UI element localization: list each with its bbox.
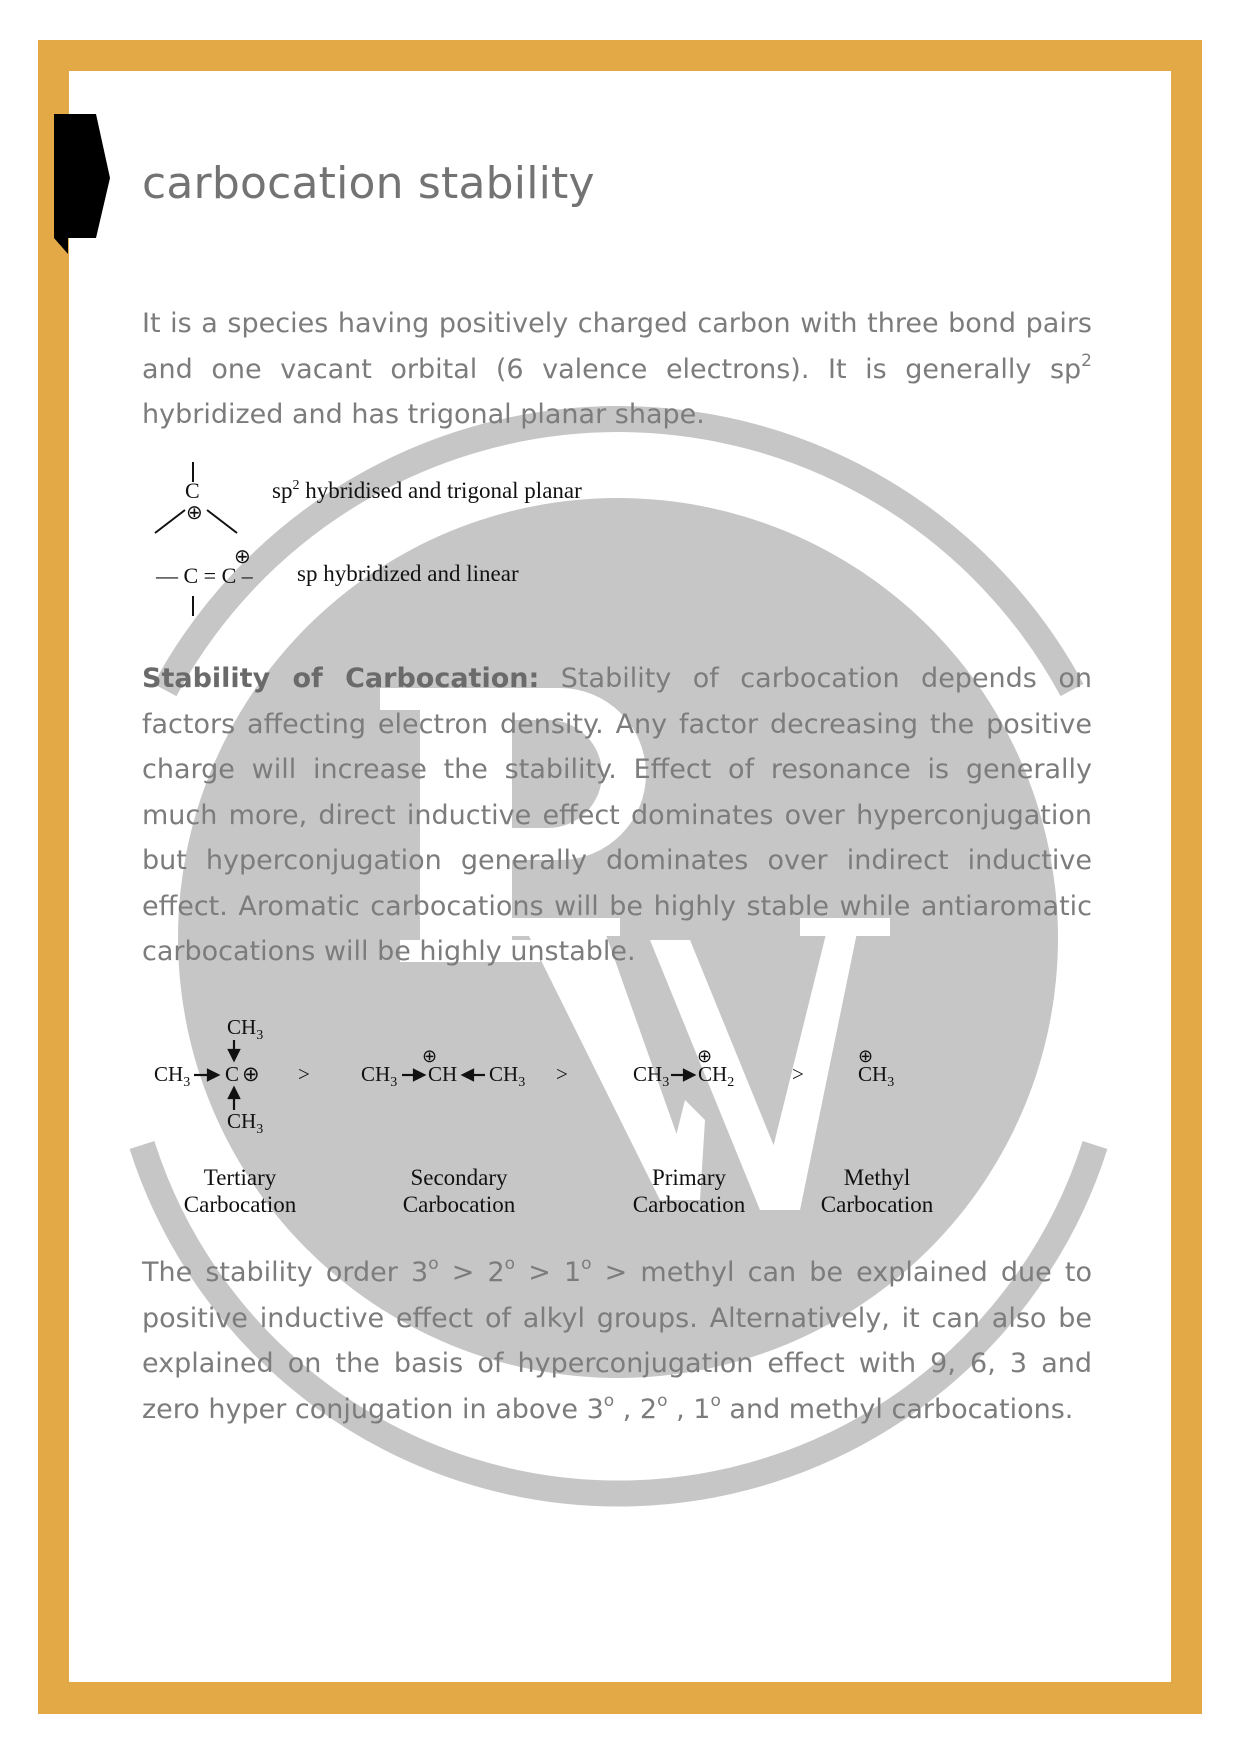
secondary-charge: ⊕ xyxy=(422,1046,438,1066)
sp-charge: ⊕ xyxy=(234,546,251,568)
tertiary-top-group: $CH_3$ xyxy=(227,1015,264,1043)
sp2-charge: ⊕ xyxy=(186,502,203,524)
degree-mark: o xyxy=(428,1254,439,1274)
stability-lead: Stability of Carbocation: xyxy=(142,663,540,694)
tertiary-bottom-group: $CH_3$ xyxy=(227,1109,264,1137)
degree-mark: o xyxy=(710,1390,721,1411)
degree-mark: o xyxy=(581,1254,592,1274)
primary-caption-line1: Primary xyxy=(651,1165,727,1190)
methyl-caption xyxy=(802,1164,952,1218)
methyl-charge: ⊕ xyxy=(858,1046,874,1066)
secondary-left-group: $CH_3$ xyxy=(361,1062,398,1090)
conclusion-text-7: and methyl carbocations. xyxy=(720,1393,1074,1425)
tertiary-caption-line2: Carbocation xyxy=(183,1192,297,1217)
gt-symbol-2: > xyxy=(556,1062,568,1086)
primary-left-group: $CH_3$ xyxy=(633,1062,670,1090)
sp-formula: — C = C – xyxy=(156,563,253,588)
degree-mark: o xyxy=(504,1254,516,1274)
intro-text-end: hybridized and has trigonal planar shape. xyxy=(142,399,705,430)
methyl-caption-line1: Methyl xyxy=(843,1165,911,1190)
secondary-caption-line1: Secondary xyxy=(410,1165,508,1190)
primary-center: $CH_2$ xyxy=(698,1062,735,1090)
tertiary-left-group: $CH_3$ xyxy=(154,1062,191,1090)
degree-mark: o xyxy=(657,1390,668,1411)
tertiary-caption-line1: Tertiary xyxy=(203,1165,277,1190)
conclusion-paragraph xyxy=(142,1250,1092,1432)
conclusion-text-3: > 1 xyxy=(515,1257,582,1288)
methyl-formula: $CH_3$ xyxy=(858,1062,895,1090)
intro-superscript: 2 xyxy=(1081,350,1092,371)
conclusion-text-5: , 2 xyxy=(614,1393,658,1425)
sp2-carbon: C xyxy=(185,478,200,503)
tertiary-center-carbon: C ⊕ xyxy=(225,1062,260,1086)
tertiary-caption xyxy=(165,1164,315,1218)
sp-label: sp hybridized and linear xyxy=(297,561,519,586)
primary-caption xyxy=(614,1164,764,1218)
conclusion-text-1: The stability order 3 xyxy=(142,1257,429,1288)
page-title: carbocation stability xyxy=(142,158,595,209)
secondary-center: CH xyxy=(428,1062,458,1086)
sp2-label: $sp^2$ hybridised and trigonal planar xyxy=(272,478,582,503)
conclusion-text-6: , 1 xyxy=(667,1393,711,1425)
gt-symbol-3: > xyxy=(792,1062,804,1086)
methyl-caption-line2: Carbocation xyxy=(820,1192,934,1217)
conclusion-text-2: > 2 xyxy=(438,1257,505,1288)
degree-mark: o xyxy=(603,1390,615,1411)
secondary-right-group: $CH_3$ xyxy=(489,1062,526,1090)
intro-text: It is a species having positively charged carbon with three bond pairs and one vacant orbital (6 valence electrons). It is generally sp xyxy=(142,308,1092,385)
gt-symbol-1: > xyxy=(298,1062,310,1086)
primary-caption-line2: Carbocation xyxy=(632,1192,746,1217)
stability-text: Stability of carbocation depends on factors affecting electron density. Any factor decreasing the positive charge will increase the stability. Effect of resonance is generally much more, direct inductive effect dominates over hyperconjugation but hyperconjugation generally dominates over indirect inductive effect. Aromatic carbocations will be highly stable while antiaromatic carbocations will be highly unstable. xyxy=(142,663,1093,967)
secondary-caption-line2: Carbocation xyxy=(402,1192,516,1217)
primary-charge: ⊕ xyxy=(697,1046,713,1066)
secondary-caption xyxy=(384,1164,534,1218)
conclusion-text-4: > methyl can be explained due to positive inductive effect of alkyl groups. Alternatively, it can also be explained on the basis of hyperconjugation effect with 9, 6, 3 and zero hyper conjugation in above 3 xyxy=(142,1257,1093,1425)
